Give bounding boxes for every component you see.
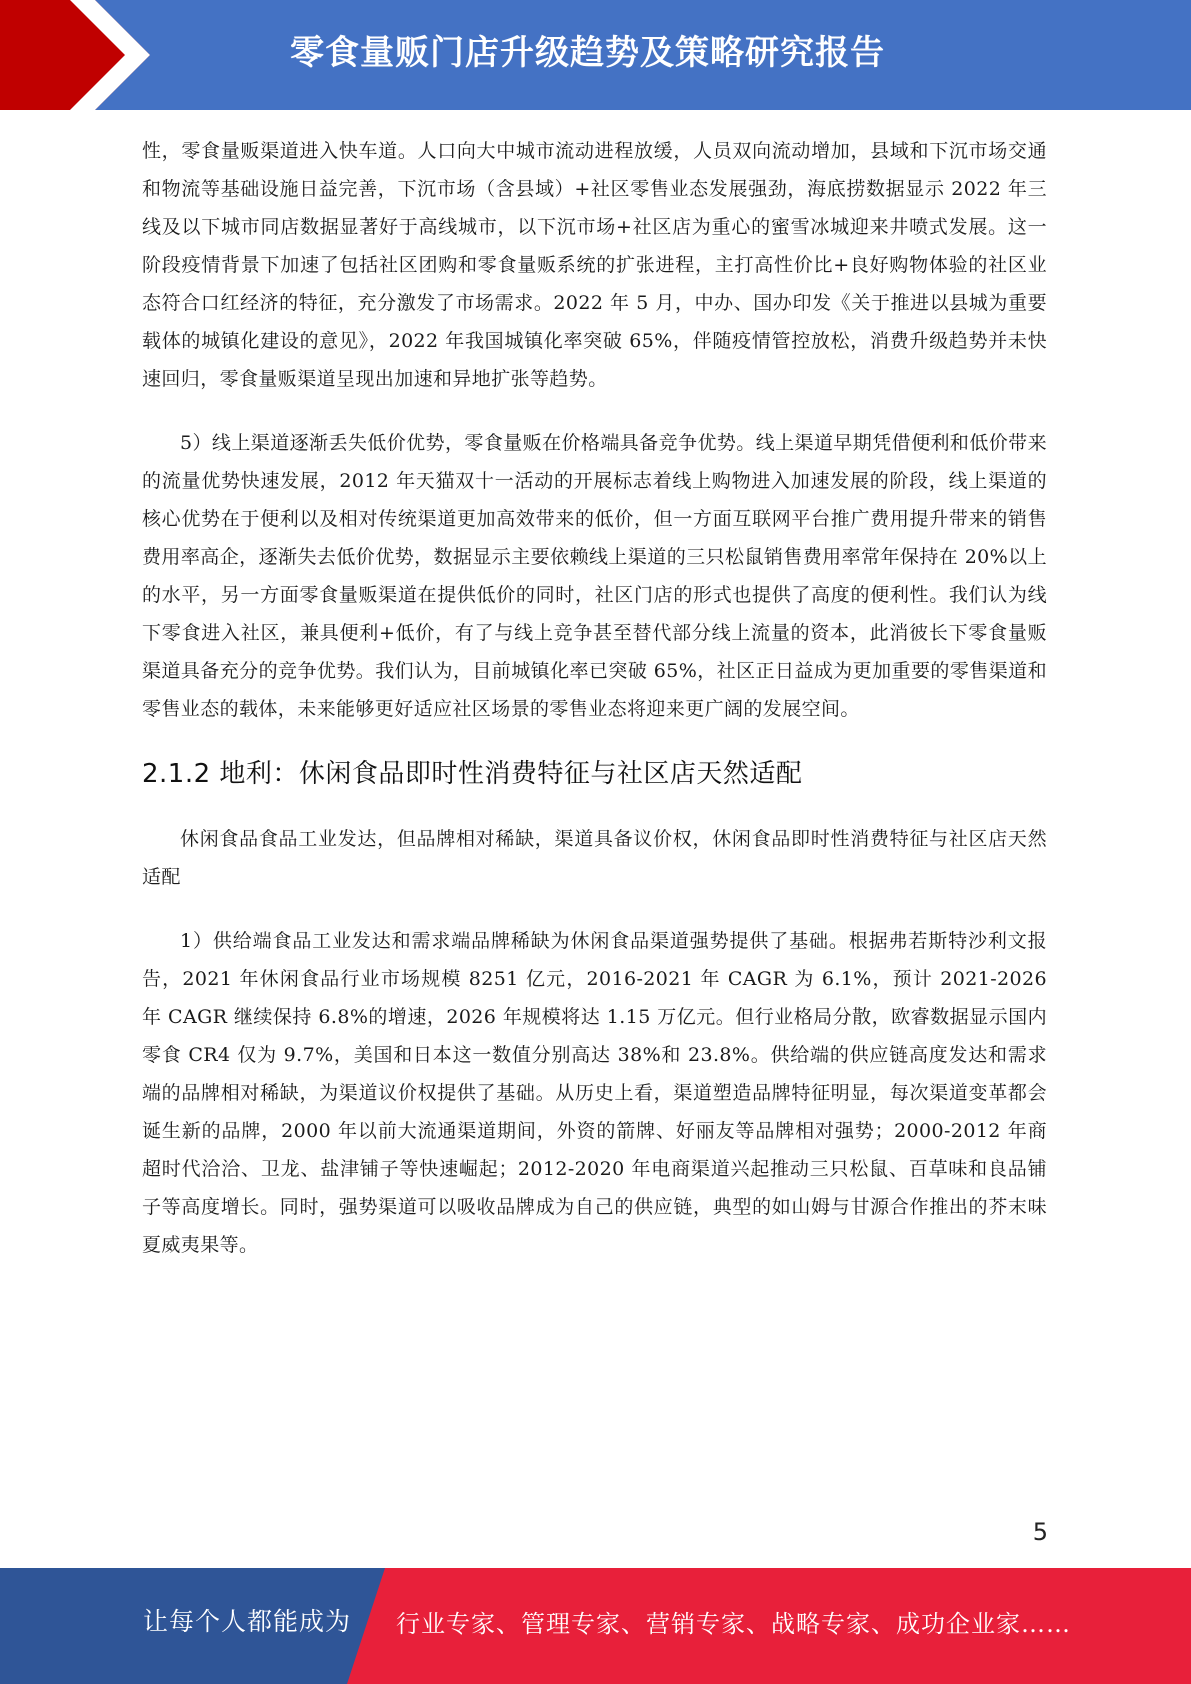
document-body: [142, 132, 1047, 1264]
footer-slogan-left: 让每个人都能成为: [143, 1607, 352, 1636]
body-paragraph: 1）供给端食品工业发达和需求端品牌稀缺为休闲食品渠道强势提供了基础。根据弗若斯特沙利文报告，2021 年休闲食品行业市场规模 8251 亿元，2016-2021 年 CAGR 为 6.1%，预计 2021-2026 年 CAGR 继续保持 6.8%的增速，2026 年规模将达 1.15 万亿元。但行业格局分散，欧睿数据显示国内零食 CR4 仅为 9.7%，美国和日本这一数值分别高达 38%和 23.8%。供给端的供应链高度发达和需求端的品牌相对稀缺，为渠道议价权提供了基础。从历史上看，渠道塑造品牌特征明显，每次渠道变革都会诞生新的品牌，2000 年以前大流通渠道期间，外资的箭牌、好丽友等品牌相对强势；2000-2012 年商超时代洽洽、卫龙、盐津铺子等快速崛起；2012-2020 年电商渠道兴起推动三只松鼠、百草味和良品铺子等高度增长。同时，强势渠道可以吸收品牌成为自己的供应链，典型的如山姆与甘源合作推出的芥末味夏威夷果等。: [142, 930, 1047, 1256]
report-title: 零食量贩门店升级趋势及策略研究报告: [290, 33, 885, 73]
footer-slogan-right: 行业专家、管理专家、营销专家、战略专家、成功企业家……: [396, 1610, 1071, 1638]
body-paragraph: 性，零食量贩渠道进入快车道。人口向大中城市流动进程放缓，人员双向流动增加，县域和下沉市场交通和物流等基础设施日益完善，下沉市场（含县域）+社区零售业态发展强劲，海底捞数据显示 2022 年三线及以下城市同店数据显著好于高线城市，以下沉市场+社区店为重心的蜜雪冰城迎来井喷式发展。这一阶段疫情背景下加速了包括社区团购和零食量贩系统的扩张进程，主打高性价比+良好购物体验的社区业态符合口红经济的特征，充分激发了市场需求。2022 年 5 月，中办、国办印发《关于推进以县城为重要载体的城镇化建设的意见》，2022 年我国城镇化率突破 65%，伴随疫情管控放松，消费升级趋势并未快速回归，零食量贩渠道呈现出加速和异地扩张等趋势。: [142, 140, 1047, 390]
body-paragraph: 5）线上渠道逐渐丢失低价优势，零食量贩在价格端具备竞争优势。线上渠道早期凭借便利和低价带来的流量优势快速发展，2012 年天猫双十一活动的开展标志着线上购物进入加速发展的阶段，线上渠道的核心优势在于便利以及相对传统渠道更加高效带来的低价，但一方面互联网平台推广费用提升带来的销售费用率高企，逐渐失去低价优势，数据显示主要依赖线上渠道的三只松鼠销售费用率常年保持在 20%以上的水平，另一方面零食量贩渠道在提供低价的同时，社区门店的形式也提供了高度的便利性。我们认为线下零食进入社区，兼具便利+低价，有了与线上竞争甚至替代部分线上流量的资本，此消彼长下零食量贩渠道具备充分的竞争优势。我们认为，目前城镇化率已突破 65%，社区正日益成为更加重要的零售渠道和零售业态的载体，未来能够更好适应社区场景的零售业态将迎来更广阔的发展空间。: [142, 432, 1047, 720]
page-number: 5: [1032, 1518, 1048, 1546]
section-heading: 2.1.2 地利：休闲食品即时性消费特征与社区店天然适配: [142, 759, 803, 789]
body-paragraph: 休闲食品食品工业发达，但品牌相对稀缺，渠道具备议价权，休闲食品即时性消费特征与社区店天然适配: [142, 828, 1047, 888]
page-footer: [0, 1568, 1191, 1684]
page-header: [0, 0, 1191, 110]
